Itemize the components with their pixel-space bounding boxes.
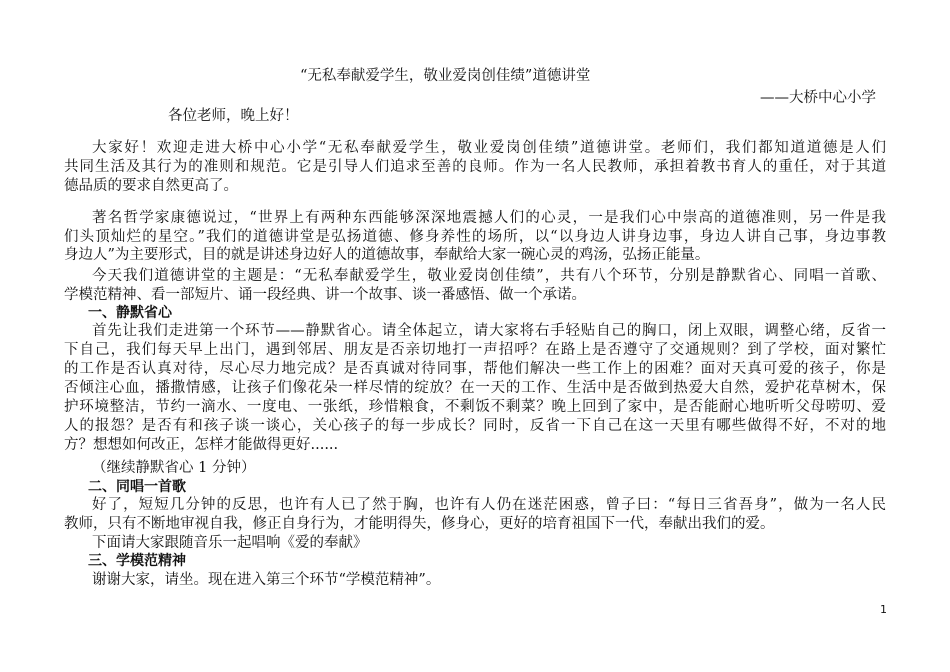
- section-heading: 三、学模范精神: [88, 553, 186, 569]
- section-heading: 一、静默省心: [88, 305, 172, 321]
- greeting: 各位老师，晚上好！: [168, 108, 299, 124]
- paragraph-line: 著名哲学家康德说过，“世界上有两种东西能够深深地震撼人们的心灵，一是我们心中崇高的道德准则，另一件是我: [92, 210, 886, 226]
- paragraph-line: 大家好！欢迎走进大桥中心小学“无私奉献爱学生，敬业爱岗创佳绩”道德讲堂。老师们，我们都知道道德是人们: [92, 140, 886, 156]
- paragraph-line: 好了，短短几分钟的反思，也许有人已了然于胸，也许有人仍在迷茫困惑，曾子曰：“每日三省吾身”，做为一名人民: [92, 497, 886, 513]
- paragraph-line: 身边人”为主要形式，目的就是讲述身边好人的道德故事，奉献给大家一碗心灵的鸡汤，弘扬正能量。: [64, 247, 710, 263]
- stage-note: （继续静默省心 1 分钟）: [92, 460, 256, 476]
- page-number: 1: [880, 603, 887, 616]
- paragraph-line: 首先让我们走进第一个环节——静默省心。请全体起立，请大家将右手轻贴自己的胸口，闭上双眼，调整心绪，反省一: [92, 323, 886, 339]
- paragraph-line: 护环境整洁，节约一滴水、一度电、一张纸，珍惜粮食，不剩饭不剩菜？晚上回到了家中，是否能耐心地听听父母唠叨、爱: [64, 399, 886, 415]
- paragraph-line: 谢谢大家，请坐。现在进入第三个环节“学模范精神”。: [92, 572, 441, 588]
- paragraph-line: 教师，只有不断地审视自我，修正自身行为，才能明得失，修身心，更好的培育祖国下一代，奉献出我们的爱。: [64, 516, 775, 532]
- paragraph-line: 德品质的要求自然更高了。: [64, 178, 238, 194]
- paragraph-line: 方？想想如何改正，怎样才能做得更好......: [64, 437, 339, 453]
- paragraph-line: 学模范精神、看一部短片、诵一段经典、讲一个故事、谈一番感悟、做一个承诺。: [64, 287, 586, 303]
- byline: ——大桥中心小学: [760, 90, 876, 106]
- song-line: 下面请大家跟随音乐一起唱响《爱的奉献》: [92, 535, 368, 551]
- document-title: “无私奉献爱学生，敬业爱岗创佳绩”道德讲堂: [300, 68, 591, 84]
- paragraph-line: 们头顶灿烂的星空。”我们的道德讲堂是弘扬道德、修身养性的场所，以“以身边人讲身边事，身边人讲自己事，身边事教: [64, 229, 886, 245]
- paragraph-line: 的工作是否认真对待，尽心尽力地完成？是否真诚对待同事，帮他们解决一些工作上的困难？面对天真可爱的孩子，你是: [64, 361, 886, 377]
- paragraph-line: 人的报怨？是否有和孩子谈一谈心，关心孩子的每一步成长？同时，反省一下自己在这一天里有哪些做得不好，不对的地: [64, 418, 886, 434]
- paragraph-line: 今天我们道德讲堂的主题是：“无私奉献爱学生，敬业爱岗创佳绩”，共有八个环节，分别是静默省心、同唱一首歌、: [92, 268, 886, 284]
- paragraph-line: 否倾注心血，播撒情感，让孩子们像花朵一样尽情的绽放？在一天的工作、生活中是否做到热爱大自然，爱护花草树木，保: [64, 380, 886, 396]
- paragraph-line: 下自己，我们每天早上出门，遇到邻居、朋友是否亲切地打一声招呼？在路上是否遵守了交通规则？到了学校，面对繁忙: [64, 342, 886, 358]
- section-heading: 二、同唱一首歌: [88, 479, 186, 495]
- paragraph-line: 共同生活及其行为的准则和规范。它是引导人们追求至善的良师。作为一名人民教师，承担着教书育人的重任，对于其道: [64, 159, 886, 175]
